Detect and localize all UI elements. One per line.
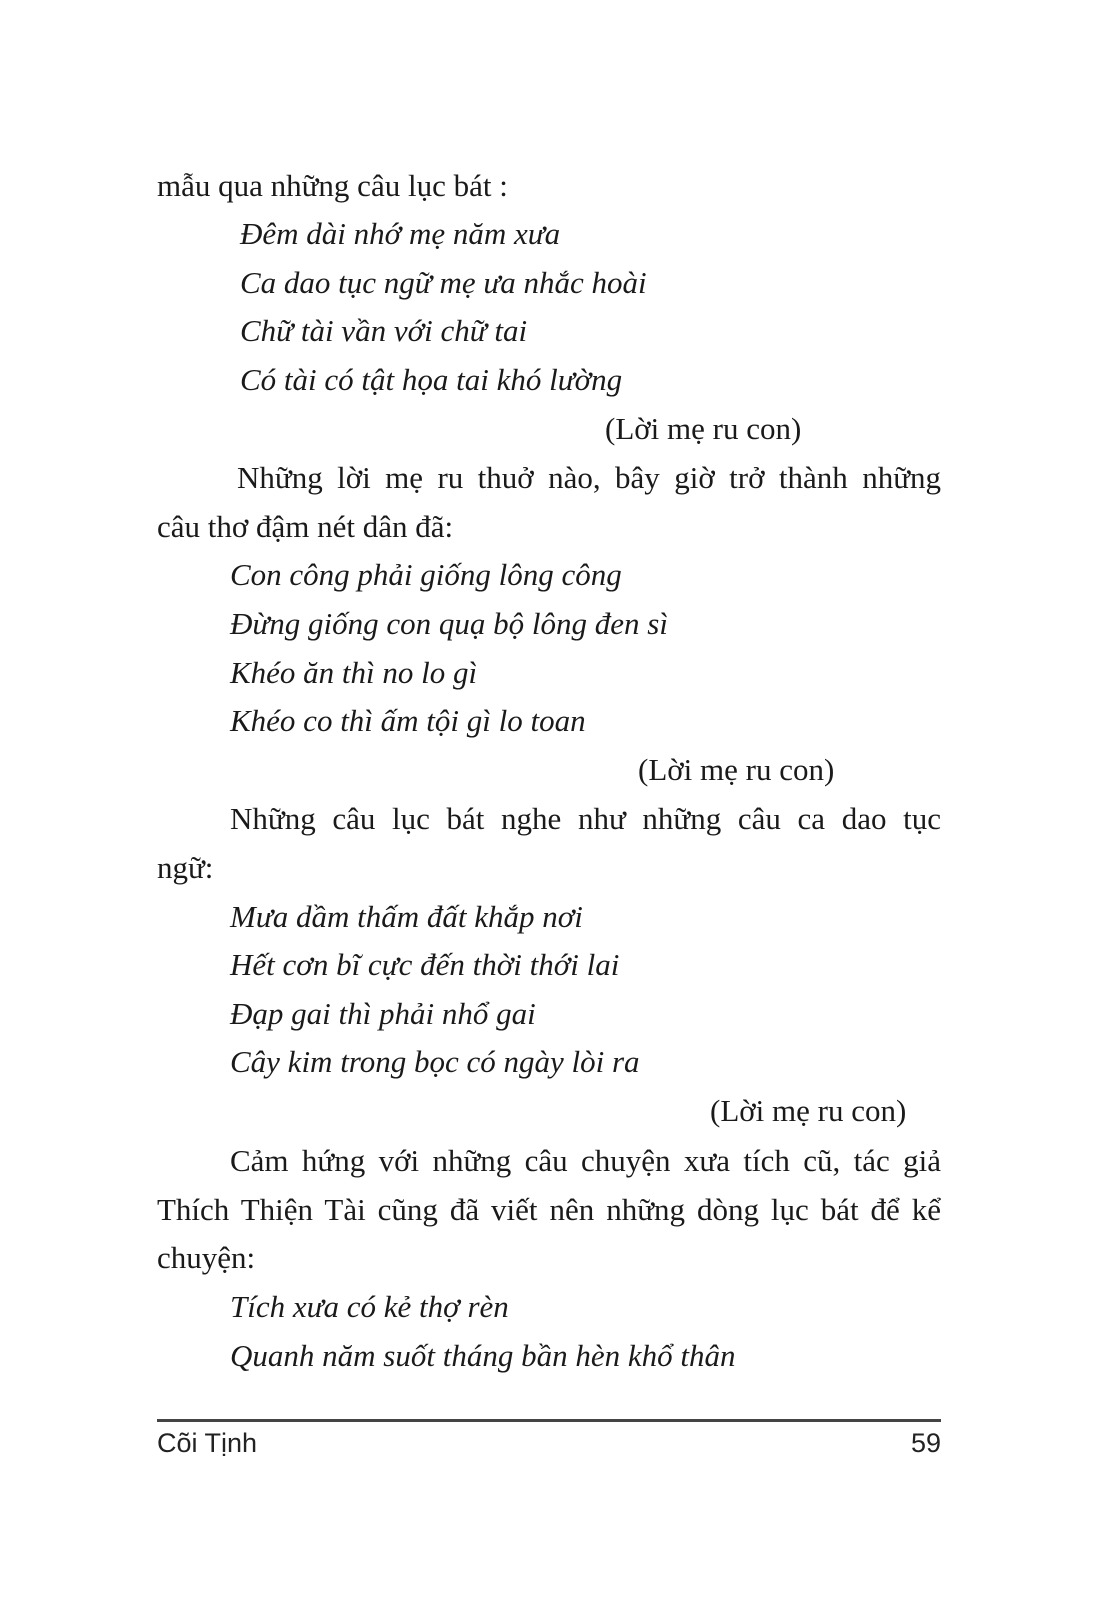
poem1-verse-4: Có tài có tật họa tai khó lường — [240, 362, 623, 397]
para2-line-1: Những câu lục bát nghe như những câu ca dao tục — [230, 801, 941, 836]
poem4-verse-1: Tích xưa có kẻ thợ rèn — [230, 1289, 509, 1324]
poem1-source: (Lời mẹ ru con) — [605, 411, 802, 446]
poem3-verse-4: Cây kim trong bọc có ngày lòi ra — [230, 1044, 640, 1079]
poem1-verse-3: Chữ tài vần với chữ tai — [240, 313, 528, 348]
poem3-source: (Lời mẹ ru con) — [710, 1093, 907, 1128]
poem2-source: (Lời mẹ ru con) — [638, 752, 835, 787]
poem1-verse-1: Đêm dài nhớ mẹ năm xưa — [240, 216, 561, 251]
poem2-verse-4: Khéo co thì ấm tội gì lo toan — [230, 703, 586, 738]
poem1-verse-2: Ca dao tục ngữ mẹ ưa nhắc hoài — [240, 265, 647, 300]
footer-book-title: Cõi Tịnh — [157, 1428, 258, 1458]
poem2-verse-1: Con công phải giống lông công — [230, 557, 622, 592]
para3-line-1: Cảm hứng với những câu chuyện xưa tích cũ, tác giả — [230, 1143, 941, 1178]
poem3-verse-3: Đạp gai thì phải nhổ gai — [230, 996, 536, 1031]
intro-line: mẫu qua những câu lục bát : — [157, 168, 508, 203]
poem3-verse-2: Hết cơn bĩ cực đến thời thới lai — [230, 947, 620, 982]
poem2-verse-2: Đừng giống con quạ bộ lông đen sì — [230, 606, 668, 641]
poem4-verse-2: Quanh năm suốt tháng bần hèn khổ thân — [230, 1338, 736, 1373]
para1-line-1: Những lời mẹ ru thuở nào, bây giờ trở thành những — [237, 460, 941, 495]
para3-line-2: Thích Thiện Tài cũng đã viết nên những dòng lục bát để kể — [157, 1192, 941, 1227]
para1-line-2: câu thơ đậm nét dân đã: — [157, 509, 454, 544]
footer-divider — [157, 1419, 941, 1422]
para2-line-2: ngữ: — [157, 850, 214, 885]
poem2-verse-3: Khéo ăn thì no lo gì — [230, 655, 478, 690]
poem3-verse-1: Mưa dầm thấm đất khắp nơi — [230, 899, 583, 934]
footer-page-number: 59 — [910, 1428, 941, 1458]
para3-line-3: chuyện: — [157, 1240, 256, 1275]
